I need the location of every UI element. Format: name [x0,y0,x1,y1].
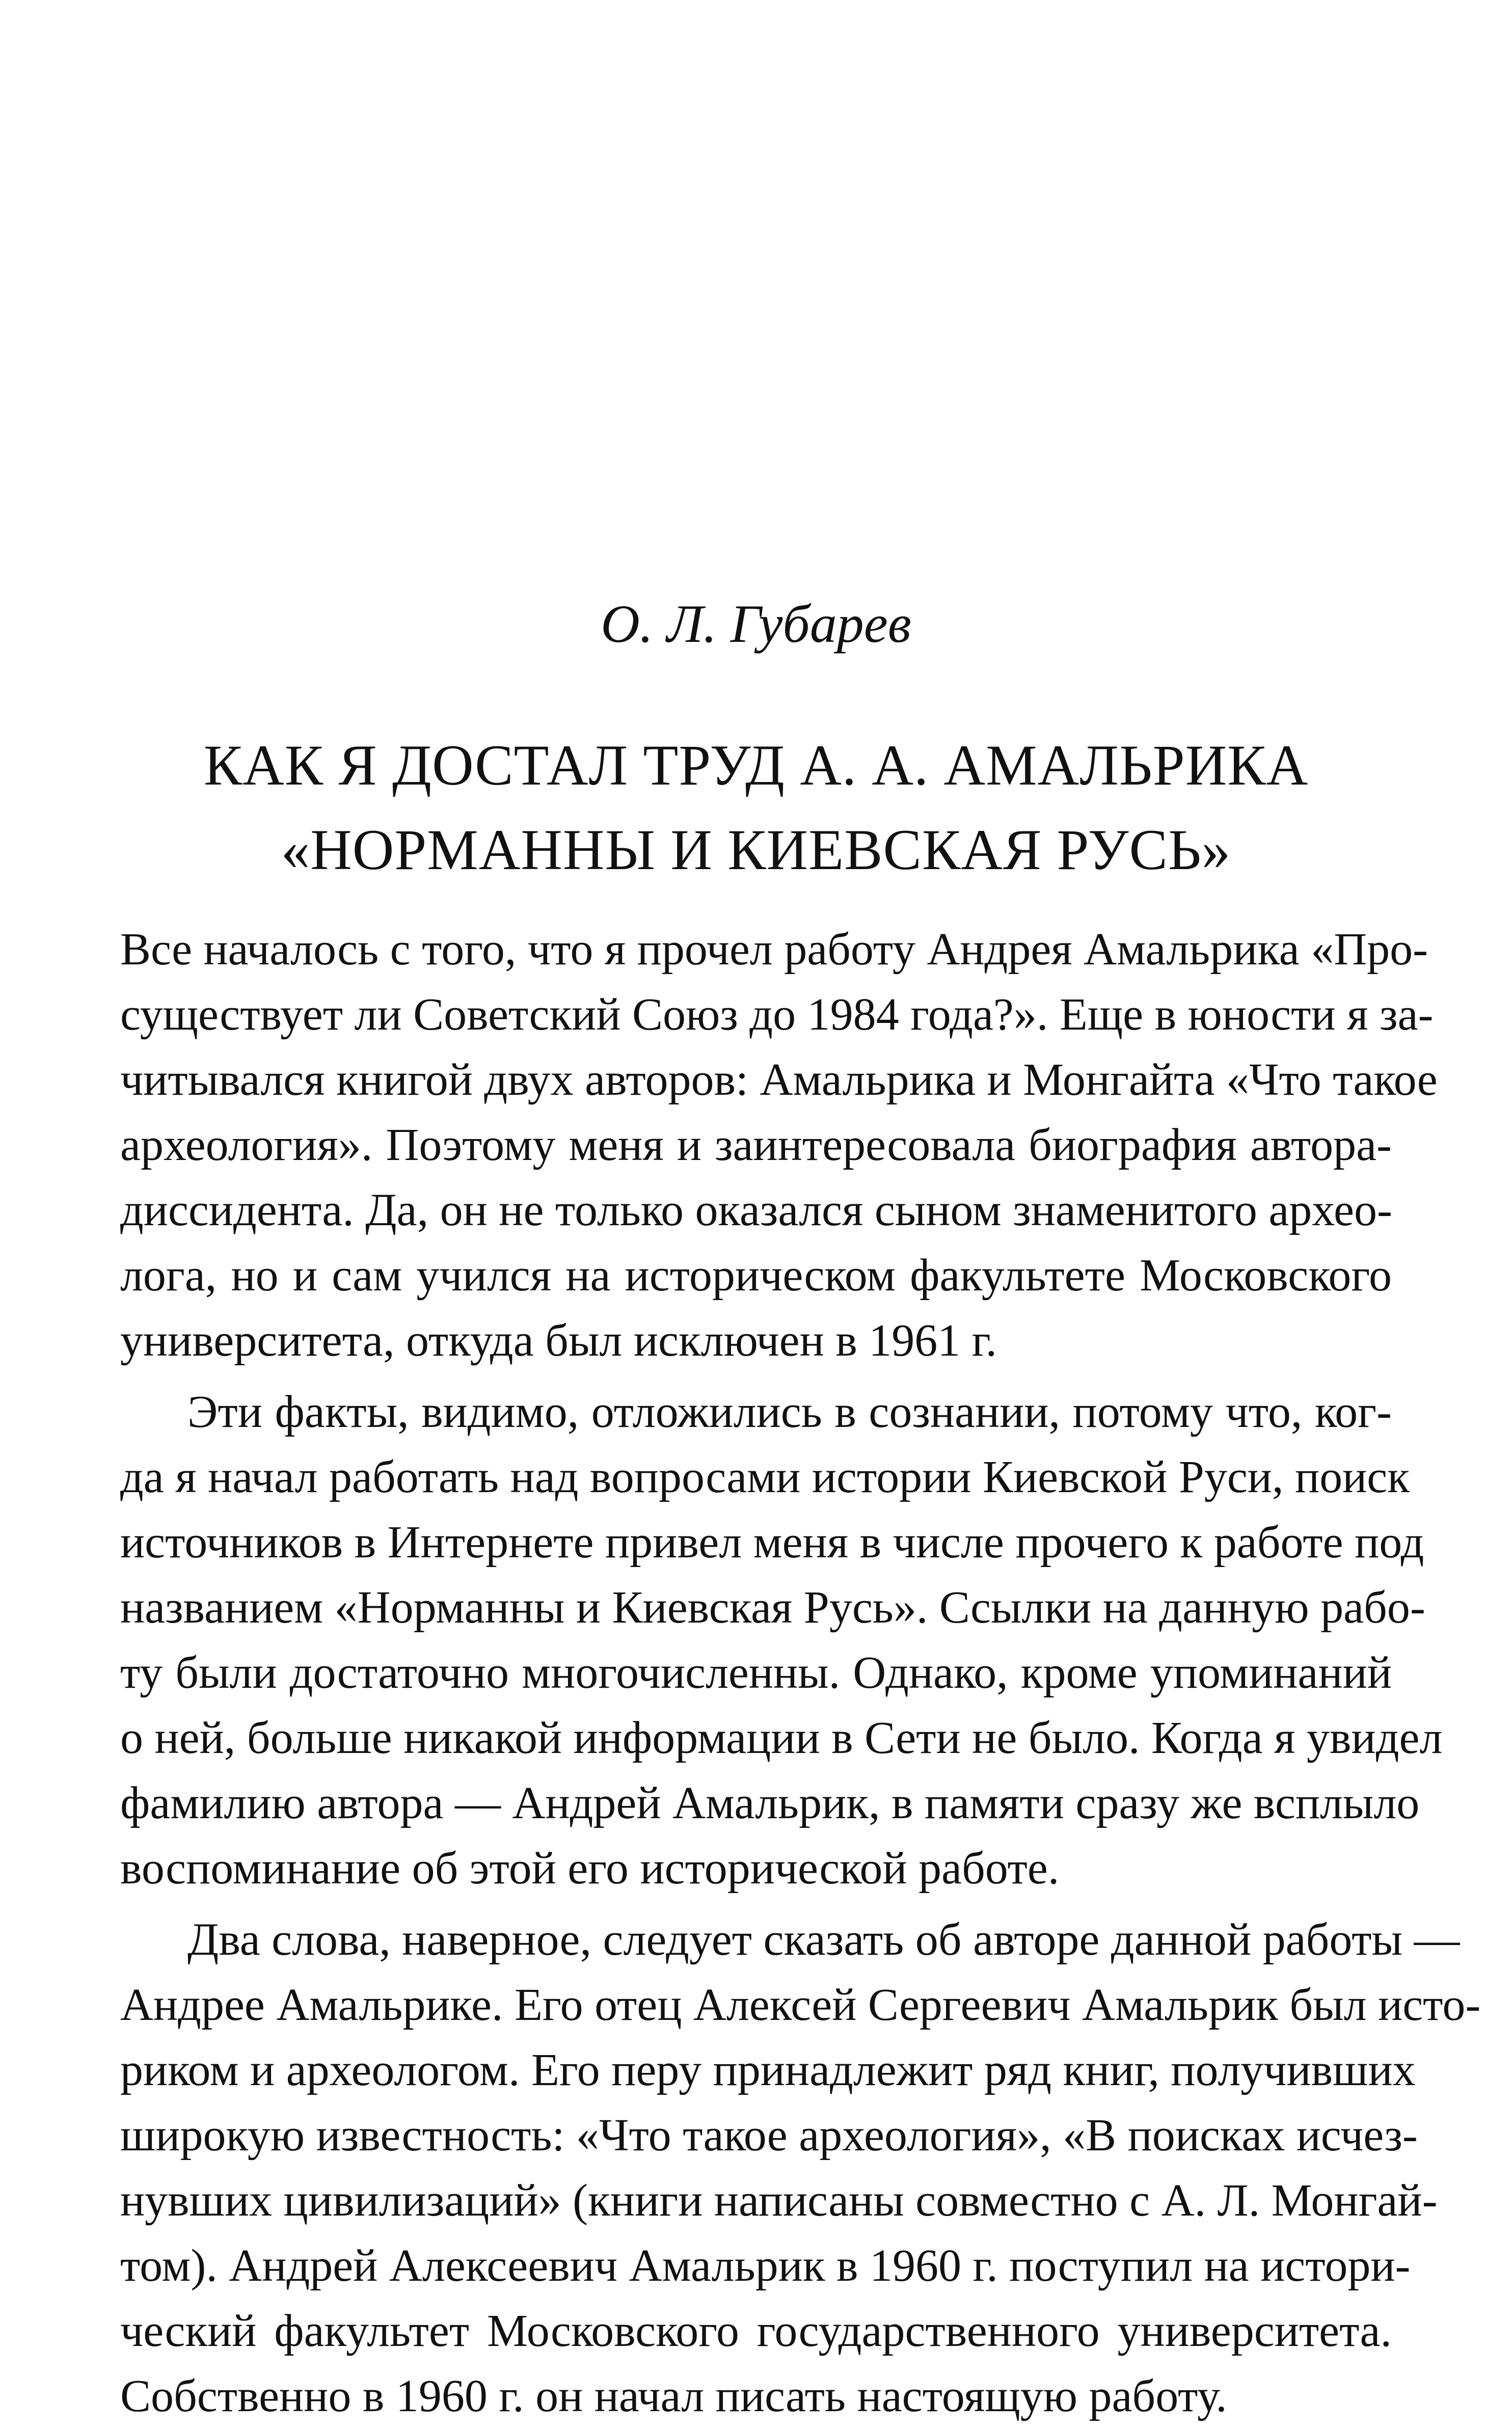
paragraph-line: том). Андрей Алексеевич Амальрик в 1960 г. поступил на истори- [120,2241,1411,2291]
paragraph-line: Андрее Амальрике. Его отец Алексей Сергеевич Амальрик был исто- [120,1980,1481,2030]
body-text [120,917,1481,2429]
paragraph-line: ту были достаточно многочисленны. Однако, кроме упоминаний [120,1648,1392,1698]
chapter-title-line-2: «НОРМАННЫ И КИЕВСКАЯ РУСЬ» [281,818,1231,882]
paragraph-line: о ней, больше никакой информации в Сети не было. Когда я увидел [120,1713,1443,1763]
paragraph-line: воспоминание об этой его исторической работе. [120,1843,1060,1894]
chapter-title [0,723,1512,893]
paragraph-line: университета, откуда был исключен в 1961 г. [120,1315,997,1366]
paragraph-line: читывался книгой двух авторов: Амальрика и Монгайта «Что такое [120,1055,1438,1105]
paragraph-2 [120,1380,1443,1901]
paragraph-line: ческий факультет Московского государственного университета. [120,2306,1392,2356]
paragraph-line: диссидента. Да, он не только оказался сыном знаменитого архео- [120,1185,1392,1235]
chapter-title-line-1: КАК Я ДОСТАЛ ТРУД А. А. АМАЛЬРИКА [203,734,1309,797]
paragraph-line: археология». Поэтому меня и заинтересовала биография автора- [120,1120,1392,1170]
paragraph-line: Два слова, наверное, следует сказать об авторе данной работы — [187,1914,1460,1965]
paragraph-line: Все началось с того, что я прочел работу Андрея Амальрика «Про- [120,924,1428,975]
paragraph-line: существует ли Советский Союз до 1984 года?». Еще в юности я за- [120,989,1434,1040]
paragraph-3 [120,1907,1481,2429]
paragraph-line: Эти факты, видимо, отложились в сознании, потому что, ког- [187,1387,1392,1437]
author-name: О. Л. Губарев [601,594,911,654]
paragraph-1 [120,917,1438,1373]
paragraph-line: нувших цивилизаций» (книги написаны совместно с А. Л. Монгай- [120,2175,1438,2226]
paragraph-line: лога, но и сам учился на историческом факультете Московского [120,1250,1392,1301]
paragraph-line: источников в Интернете привел меня в числе прочего к работе под [120,1517,1424,1568]
paragraph-line: да я начал работать над вопросами истории Киевской Руси, поиск [120,1452,1410,1502]
paragraph-line: названием «Норманны и Киевская Русь». Ссылки на данную рабо- [120,1582,1425,1633]
paragraph-line: фамилию автора — Андрей Амальрик, в памяти сразу же всплыло [120,1778,1420,1828]
paragraph-line: Собственно в 1960 г. он начал писать настоящую работу. [120,2371,1227,2421]
paragraph-line: риком и археологом. Его перу принадлежит ряд книг, получивших [120,2045,1416,2095]
paragraph-line: широкую известность: «Что такое археология», «В поисках исчез- [120,2110,1418,2161]
